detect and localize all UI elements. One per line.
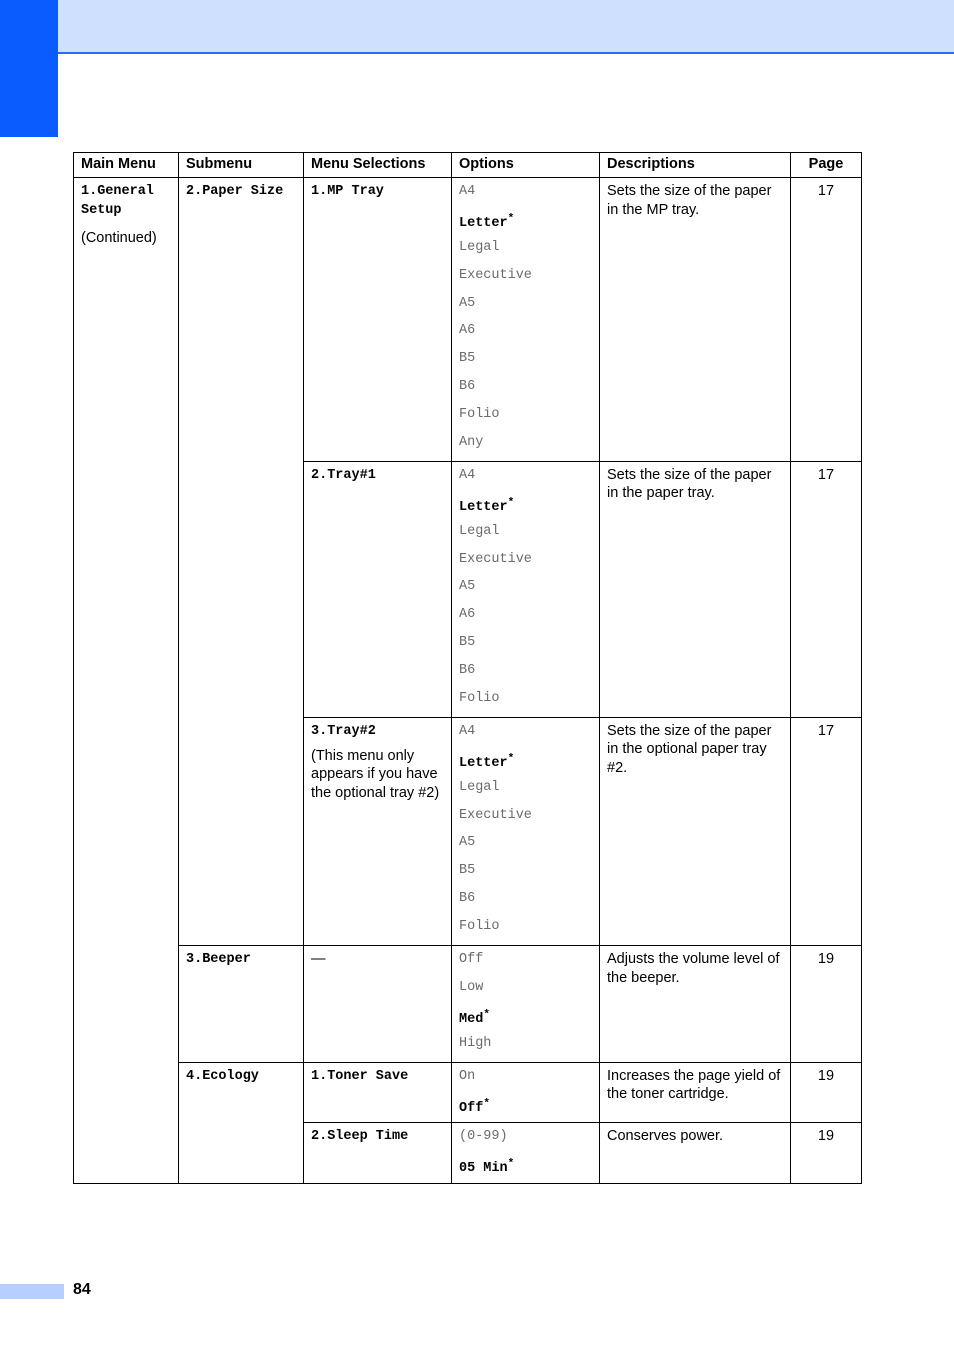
description-cell <box>600 178 791 462</box>
description-cell <box>600 1062 791 1123</box>
option-value-default: Letter * <box>459 210 592 238</box>
page-cell <box>791 1123 862 1184</box>
option-value: A4 <box>459 184 476 199</box>
selection-label: 2.Sleep Time <box>311 1129 409 1145</box>
description-text: Adjusts the volume level of the beeper. <box>607 951 780 986</box>
option-value: Legal <box>459 239 500 255</box>
page-cell <box>791 717 862 945</box>
option-value: A5 <box>459 295 476 311</box>
page-cell <box>791 178 862 462</box>
option-value: B5 <box>459 351 476 367</box>
option-value: Executive <box>459 551 532 567</box>
selection-cell <box>304 1123 452 1184</box>
options-cell <box>452 461 600 717</box>
page-cell <box>791 1062 862 1123</box>
description-text: Sets the size of the paper in the MP tray. <box>607 183 772 218</box>
option-value: B6 <box>459 663 476 679</box>
submenu-cell <box>179 946 304 1063</box>
col-header-menu-selections: Menu Selections <box>304 153 452 178</box>
selection-label: 1.Toner Save <box>311 1068 409 1084</box>
submenu-ecology: 4.Ecology <box>186 1068 259 1084</box>
option-value: High <box>459 1035 492 1051</box>
submenu-cell <box>179 178 304 946</box>
page-ref: 19 <box>817 1128 835 1145</box>
submenu-paper-size: 2.Paper Size <box>186 184 284 199</box>
selection-cell <box>304 946 452 1063</box>
main-menu-label: 1.General Setup <box>81 184 154 218</box>
option-value: Legal <box>459 523 500 539</box>
option-value: A6 <box>459 607 476 623</box>
options-cell <box>452 717 600 945</box>
selection-label: 3.Tray#2 <box>311 723 376 739</box>
selection-dash: — <box>311 951 326 968</box>
selection-cell <box>304 717 452 945</box>
selection-note: (This menu only appears if you have the optional tray #2) <box>311 747 440 801</box>
page-ref: 19 <box>817 1067 835 1084</box>
option-value: Off <box>459 952 484 968</box>
description-text: Sets the size of the paper in the paper tray. <box>607 466 772 502</box>
option-value: B5 <box>459 635 476 651</box>
page-ref: 19 <box>817 951 835 968</box>
option-value: Executive <box>459 807 532 823</box>
option-value: A4 <box>459 467 476 483</box>
description-text: Conserves power. <box>607 1128 724 1145</box>
description-text: Sets the size of the paper in the optional paper tray #2. <box>607 722 772 776</box>
page-cell <box>791 946 862 1063</box>
description-cell <box>600 1123 791 1184</box>
description-cell <box>600 717 791 945</box>
options-cell <box>452 1062 600 1123</box>
option-value: (0-99) <box>459 1129 508 1145</box>
description-cell <box>600 461 791 717</box>
option-value: Legal <box>459 779 500 795</box>
option-value: Executive <box>459 267 532 283</box>
selection-cell <box>304 178 452 462</box>
option-value: B6 <box>459 891 476 907</box>
option-value: A6 <box>459 323 476 339</box>
option-value: On <box>459 1068 476 1084</box>
page-cell <box>791 461 862 717</box>
option-value: Folio <box>459 407 500 423</box>
col-header-main-menu: Main Menu <box>74 153 179 178</box>
page-number: 84 <box>73 1281 91 1298</box>
selection-cell <box>304 461 452 717</box>
option-value-default: Letter * <box>459 750 592 778</box>
table-row <box>74 178 862 462</box>
menu-table <box>73 152 862 1184</box>
table-row <box>74 1062 862 1123</box>
submenu-beeper: 3.Beeper <box>186 952 251 968</box>
option-value-default: Med * <box>459 1006 592 1034</box>
col-header-submenu: Submenu <box>179 153 304 178</box>
submenu-cell <box>179 1062 304 1184</box>
option-value-default: Off * <box>459 1095 592 1123</box>
option-value: Low <box>459 979 484 995</box>
page-ref: 17 <box>817 183 835 199</box>
header-band <box>0 0 954 54</box>
option-value: A4 <box>459 723 476 739</box>
options-cell <box>452 946 600 1063</box>
option-value: Folio <box>459 919 500 935</box>
selection-label: 1.MP Tray <box>311 184 384 199</box>
option-value: Any <box>459 435 484 451</box>
col-header-page: Page <box>791 153 862 178</box>
option-value: A5 <box>459 579 476 595</box>
option-value: B5 <box>459 863 476 879</box>
table-row <box>74 946 862 1063</box>
options-cell <box>452 1123 600 1184</box>
option-value-default: Letter * <box>459 494 592 522</box>
option-value: A5 <box>459 835 476 851</box>
col-header-options: Options <box>452 153 600 178</box>
selection-label: 2.Tray#1 <box>311 467 376 483</box>
description-cell <box>600 946 791 1063</box>
description-text: Increases the page yield of the toner cartridge. <box>607 1067 781 1103</box>
continued-note: (Continued) <box>81 230 157 246</box>
page-ref: 17 <box>817 466 835 483</box>
col-header-descriptions: Descriptions <box>600 153 791 178</box>
footer-bar <box>0 1284 64 1299</box>
options-cell <box>452 178 600 462</box>
page-ref: 17 <box>817 722 835 739</box>
header-row <box>74 153 862 178</box>
chapter-tab <box>0 0 58 137</box>
main-menu-cell <box>74 178 179 1184</box>
option-value-default: 05 Min * <box>459 1155 592 1183</box>
option-value: Folio <box>459 691 500 707</box>
selection-cell <box>304 1062 452 1123</box>
option-value: B6 <box>459 379 476 395</box>
